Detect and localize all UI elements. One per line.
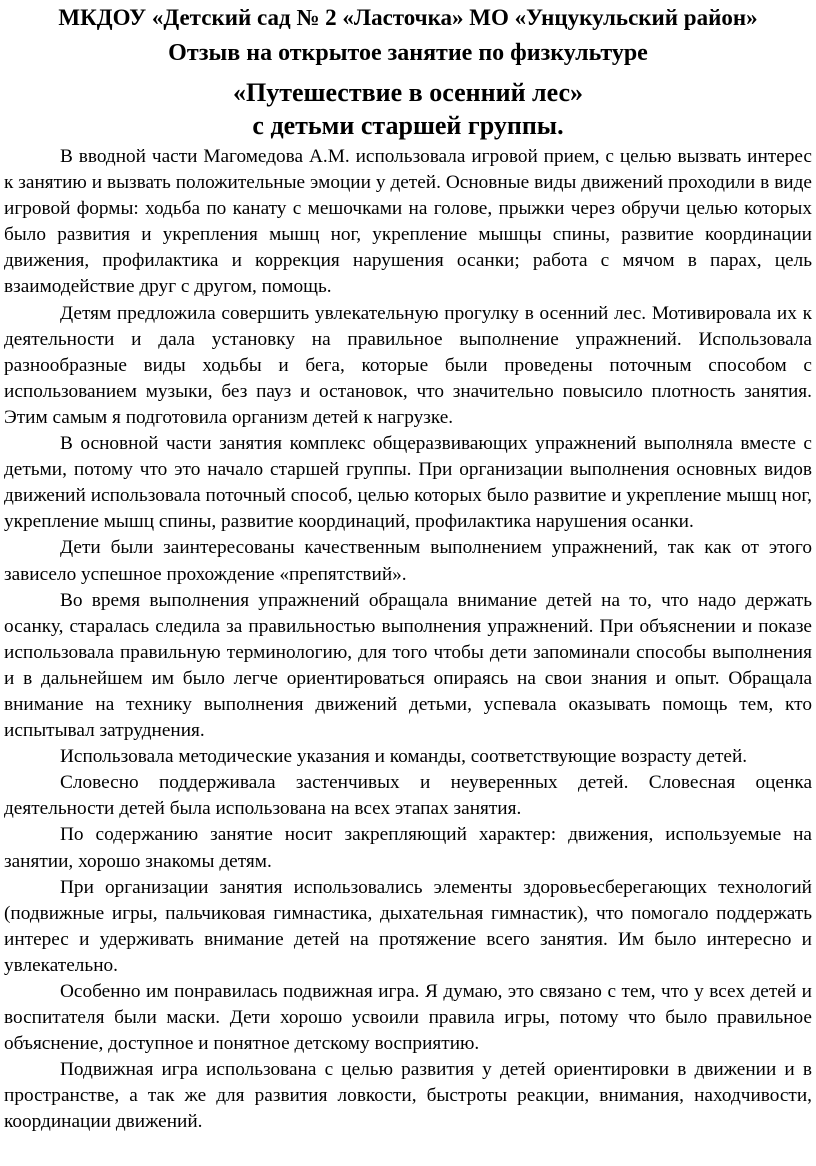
lesson-title: «Путешествие в осенний лес» bbox=[232, 78, 584, 107]
paragraph-intro: В вводной части Магомедова А.М. использовала игровой прием, с целью вызвать интерес к занятию и вызвать положительные эмоции у детей. Основные виды движений проходили в виде игровой формы: ходьба по канату с мешочками на голове, прыжки через обручи целью которых было развития и укрепления мышц ног, укрепление мышцы спины, развитие координации движения, профилактика и коррекция нарушения осанки; работа с мячом в парах, цель взаимодействие друг с другом, помощь. bbox=[4, 146, 812, 298]
paragraph-interest: Дети были заинтересованы качественным выполнением упражнений, так как от этого зависело успешное прохождение «препятствий». bbox=[4, 537, 812, 585]
review-body bbox=[4, 144, 812, 1136]
paragraph-posture: Во время выполнения упражнений обращала внимание детей на то, что надо держать осанку, старалась следила за правильностью выполнения упражнений. При объяснении и показе использовала правильную терминологию, для того чтобы дети запоминали способы выполнения и в дальнейшем им было легче ориентироваться опираясь на свои знания и опыт. Обращала внимание на технику выполнения движений детьми, успевала оказывать помощь тем, кто испытывал затруднения. bbox=[4, 589, 812, 742]
group-subtitle: с детьми старшей группы. bbox=[252, 111, 564, 140]
paragraph-methodical: Использовала методические указания и команды, соответствующие возрасту детей. bbox=[60, 746, 748, 768]
paragraph-main-part: В основной части занятия комплекс общеразвивающих упражнений выполняла вместе с детьми, потому что это начало старшей группы. При организации выполнения основных видов движений использовала поточный способ, целью которых было развитие и укрепление мышц ног, укрепление мышц спины, развитие координаций, профилактика нарушения осанки. bbox=[4, 433, 812, 533]
paragraph-game: Особенно им понравилась подвижная игра. Я думаю, это связано с тем, что у всех детей и воспитателя были маски. Дети хорошо усвоили правила игры, потому что было правильное объяснение, доступное и понятное детскому восприятию. bbox=[4, 981, 812, 1055]
paragraph-health: При организации занятия использовались элементы здоровьесберегающих технологий (подвижные игры, пальчиковая гимнастика, дыхательная гимнастик), что помогало поддержать интерес и удерживать внимание детей на протяжение всего занятия. Им было интересно и увлекательно. bbox=[4, 876, 812, 976]
paragraph-walk: Детям предложила совершить увлекательную прогулку в осенний лес. Мотивировала их к деятельности и дала установку на правильное выполнение упражнений. Использовала разнообразные виды ходьбы и бега, которые были проведены поточным способом с использованием музыки, без пауз и остановок, что значительно повысило плотность занятия. Этим самым я подготовила организм детей к нагрузке. bbox=[4, 302, 812, 428]
paragraph-content: По содержанию занятие носит закрепляющий характер: движения, используемые на занятии, хорошо знакомы детям. bbox=[4, 824, 812, 872]
review-title: Отзыв на открытое занятие по физкультуре bbox=[168, 40, 648, 66]
paragraph-verbal-support: Словесно поддерживала застенчивых и неуверенных детей. Словесная оценка деятельности детей была использована на всех этапах занятия. bbox=[4, 772, 812, 820]
paragraph-game-purpose: Подвижная игра использована с целью развития у детей ориентировки в движении и в пространстве, а так же для развития ловкости, быстроты реакции, внимания, находчивости, координации движений. bbox=[4, 1059, 812, 1133]
institution-heading: МКДОУ «Детский сад № 2 «Ласточка» МО «Унцукульский район» bbox=[58, 5, 758, 30]
